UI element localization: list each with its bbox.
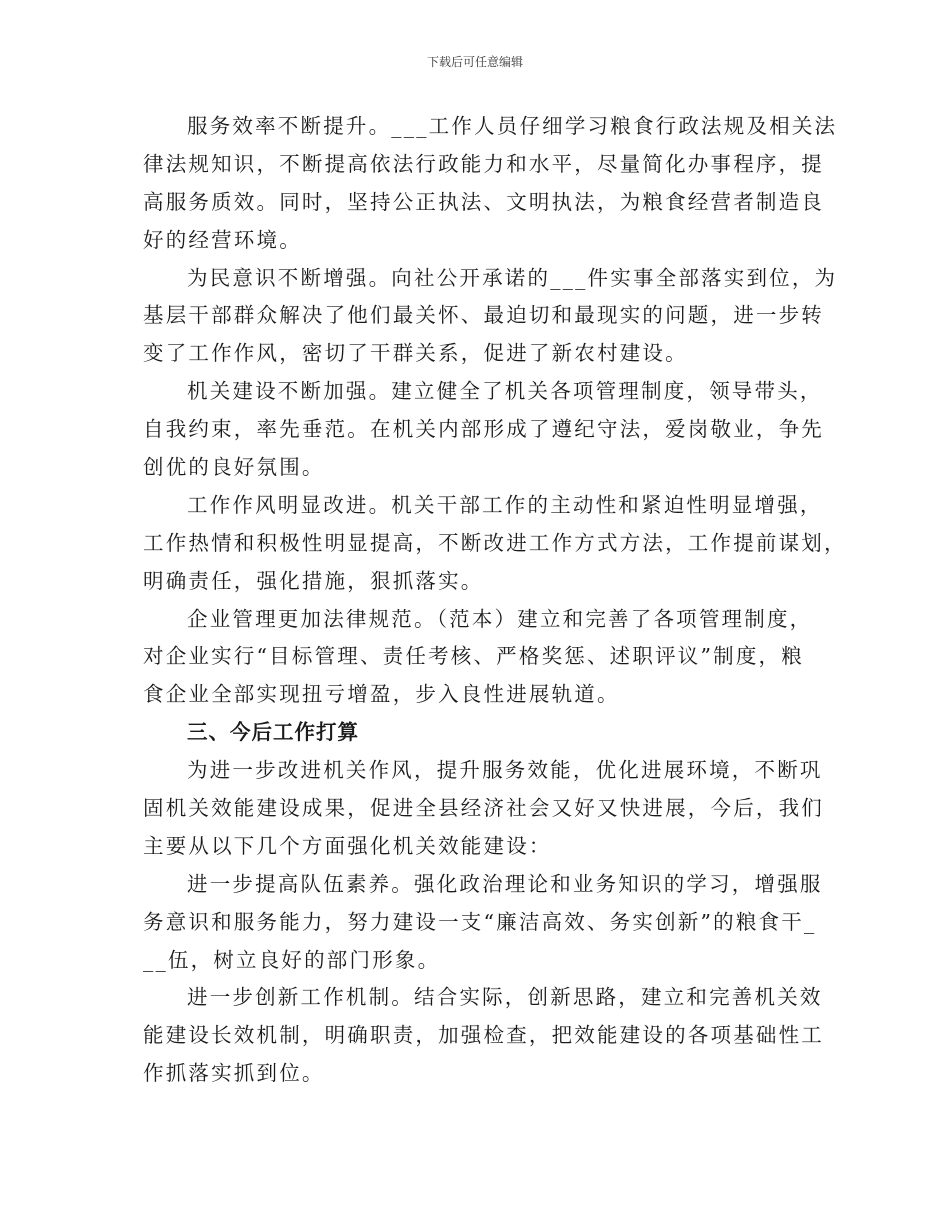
text-line: 能建设长效机制，明确职责，加强检查，把效能建设的各项基础性工 bbox=[143, 1023, 824, 1048]
text-line: 进一步创新工作机制。结合实际，创新思路，建立和完善机关效 bbox=[187, 985, 823, 1010]
text-line: 变了工作作风，密切了干群关系，促进了新农村建设。 bbox=[143, 341, 688, 366]
text-line: 高服务质效。同时，坚持公正执法、文明执法，为粮食经营者制造良 bbox=[143, 189, 824, 214]
text-line: 创优的良好氛围。 bbox=[143, 455, 325, 480]
text-line: 务意识和服务能力，努力建设一支“廉洁高效、务实创新”的粮食干_ bbox=[143, 909, 817, 934]
text-line: 进一步提高队伍素养。强化政治理论和业务知识的学习，增强服 bbox=[187, 871, 823, 896]
text-line: 工作作风明显改进。机关干部工作的主动性和紧迫性明显增强， bbox=[187, 492, 823, 517]
text-line: 作抓落实抓到位。 bbox=[143, 1061, 325, 1086]
header-note: 下载后可任意编辑 bbox=[426, 55, 523, 69]
text-line: 为民意识不断增强。向社公开承诺的___件实事全部落实到位，为 bbox=[187, 265, 838, 290]
text-line: 机关建设不断加强。建立健全了机关各项管理制度，领导带头， bbox=[187, 379, 823, 404]
document-body bbox=[143, 108, 847, 1093]
text-line: 企业管理更加法律规范。（范本）建立和完善了各项管理制度， bbox=[187, 606, 813, 631]
text-line: 基层干部群众解决了他们最关怀、最迫切和最现实的问题，进一步转 bbox=[143, 303, 824, 328]
text-line: 好的经营环境。 bbox=[143, 227, 302, 252]
text-line: 主要从以下几个方面强化机关效能建设： bbox=[143, 833, 552, 858]
text-line: 工作热情和积极性明显提高，不断改进工作方式方法，工作提前谋划， bbox=[143, 530, 847, 555]
text-line: 食企业全部实现扭亏增盈，步入良性进展轨道。 bbox=[143, 682, 620, 707]
text-line: 为进一步改进机关作风，提升服务效能，优化进展环境，不断巩 bbox=[187, 758, 823, 783]
text-line: 对企业实行“目标管理、责任考核、严格奖惩、述职评议”制度，粮 bbox=[143, 644, 804, 669]
section-heading: 三、今后工作打算 bbox=[187, 720, 359, 745]
text-line: __伍，树立良好的部门形象。 bbox=[143, 947, 441, 972]
text-line: 律法规知识，不断提高依法行政能力和水平，尽量简化办事程序，提 bbox=[143, 151, 824, 176]
text-line: 明确责任，强化措施，狠抓落实。 bbox=[143, 568, 484, 593]
text-line: 固机关效能建设成果，促进全县经济社会又好又快进展，今后，我们 bbox=[143, 796, 824, 821]
text-line: 服务效率不断提升。___工作人员仔细学习粮食行政法规及相关法 bbox=[187, 114, 838, 138]
text-line: 自我约束，率先垂范。在机关内部形成了遵纪守法，爱岗敬业，争先 bbox=[143, 417, 824, 442]
